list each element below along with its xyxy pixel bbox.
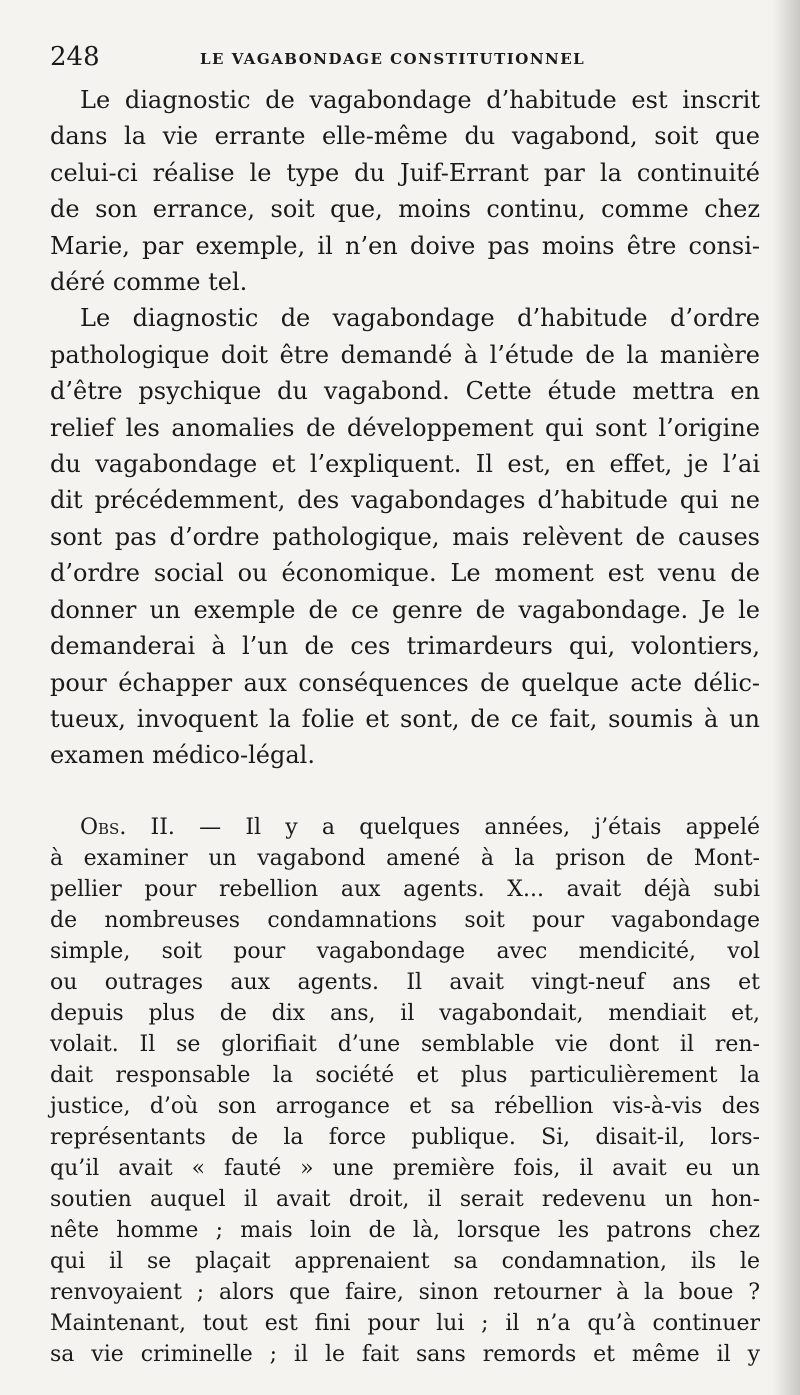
text-line: ou outrages aux agents. Il avait vingt-neuf ans et xyxy=(50,970,760,995)
text-line: Le diagnostic de vagabondage d’habitude d’ordre xyxy=(80,304,760,333)
text-line: depuis plus de dix ans, il vagabondait, mendiait et, xyxy=(50,1001,760,1026)
text-line: déré comme tel. xyxy=(50,268,248,297)
text-line: justice, d’où son arrogance et sa rébellion vis-à-vis des xyxy=(50,1094,760,1119)
paragraph-1 xyxy=(50,82,760,300)
observation-block xyxy=(50,812,760,1370)
text-line: qu’il avait « fauté » une première fois, il avait eu un xyxy=(50,1156,760,1181)
text-line: dans la vie errante elle-même du vagabond, soit que xyxy=(50,122,760,151)
text-line: représentants de la force publique. Si, disait-il, lors- xyxy=(50,1125,760,1150)
text-line: celui-ci réalise le type du Juif-Errant par la continuité xyxy=(50,158,760,187)
text-line: dit précédemment, des vagabondages d’habitude qui ne xyxy=(50,486,760,515)
text-line: Marie, par exemple, il n’en doive pas moins être consi- xyxy=(50,231,760,260)
body-text xyxy=(50,82,760,774)
text-line: donner un exemple de ce genre de vagabondage. Je le xyxy=(50,595,760,624)
observation-first-line xyxy=(50,812,760,843)
text-line: sa vie criminelle ; il le fait sans remords et même il y xyxy=(50,1342,760,1367)
text-line: renvoyaient ; alors que faire, sinon retourner à la boue ? xyxy=(50,1280,760,1305)
text-line: examen médico-légal. xyxy=(50,741,315,770)
running-head xyxy=(50,42,760,78)
text-line: nête homme ; mais loin de là, lorsque les patrons chez xyxy=(50,1218,760,1243)
page-edge-shadow xyxy=(772,0,800,1395)
text-line: d’être psychique du vagabond. Cette étude mettra en xyxy=(50,377,760,406)
text-line: tueux, invoquent la folie et sont, de ce fait, soumis à un xyxy=(50,704,760,733)
text-line: pellier pour rebellion aux agents. X... avait déjà subi xyxy=(50,877,760,902)
text-line: d’ordre social ou économique. Le moment est venu de xyxy=(50,559,760,588)
text-line: à examiner un vagabond amené à la prison de Mont- xyxy=(50,846,760,871)
text-line: relief les anomalies de développement qui sont l’origine xyxy=(50,413,760,442)
text-line: pour échapper aux conséquences de quelque acte délic- xyxy=(50,668,760,697)
text-line: volait. Il se glorifiait d’une semblable vie dont il ren- xyxy=(50,1032,760,1057)
text-line: qui il se plaçait apprenaient sa condamnation, ils le xyxy=(50,1249,760,1274)
text-line: Maintenant, tout est fini pour lui ; il n’a qu’à continuer xyxy=(50,1311,760,1336)
page-number: 248 xyxy=(50,42,100,72)
running-title: LE VAGABONDAGE CONSTITUTIONNEL xyxy=(200,50,586,68)
text-line: simple, soit pour vagabondage avec mendicité, vol xyxy=(50,939,760,964)
paragraph-2 xyxy=(50,300,760,773)
text-line: de son errance, soit que, moins continu, comme chez xyxy=(50,195,760,224)
observation-first-line-text: — Il y a quelques années, j’étais appelé xyxy=(174,815,760,840)
text-line: pathologique doit être demandé à l’étude de la manière xyxy=(50,340,760,369)
text-line: de nombreuses condamnations soit pour vagabondage xyxy=(50,908,760,933)
text-line: Le diagnostic de vagabondage d’habitude est inscrit xyxy=(80,86,760,114)
text-line: dait responsable la société et plus particulièrement la xyxy=(50,1063,760,1088)
text-line: demanderai à l’un de ces trimardeurs qui, volontiers, xyxy=(50,632,760,661)
text-line: du vagabondage et l’expliquent. Il est, en effet, je l’ai xyxy=(50,450,760,479)
text-line: soutien auquel il avait droit, il serait redevenu un hon- xyxy=(50,1187,760,1212)
text-line: sont pas d’ordre pathologique, mais relèvent de causes xyxy=(50,522,760,551)
observation-label: Obs. II. xyxy=(80,815,175,840)
